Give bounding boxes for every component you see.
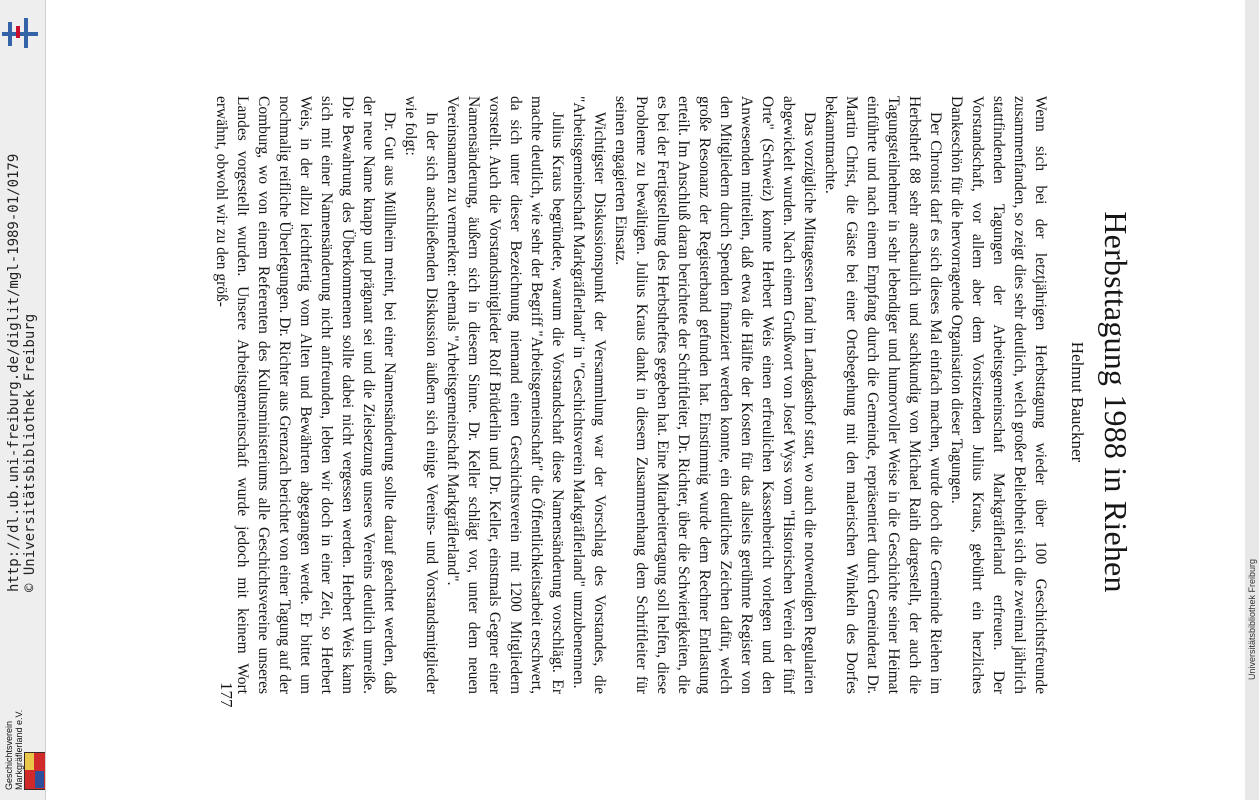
article-body xyxy=(211,92,1051,712)
coat-of-arms-icon xyxy=(24,752,46,790)
paragraph: Das vorzügliche Mittagessen fand im Landgasthof statt, wo auch die notwendigen Regularien abgewickelt wurden. Nach einem Grußwort von Josef Wyss vom "Historischen Verein der fünf Orte" (Schweiz) konnte Herbert Weis einen erfreulichen Kassenbericht vorlegen und den Anwesenden mitteilen, daß etwa die Hälfte der Kosten für das allseits gerühmte Register von den Mitgliedern durch Spenden finanziert werden konnte, ein deutliches Zeichen dafür, welch große Resonanz der Registerband gefunden hat. Einstimmig wurde dem Rechner Entlastung erteilt. Im Anschluß daran berichtete der Schriftleiter, Dr. Richter, über die Schwierigkeiten, die es bei der Fertigstellung des Herbstheftes gegeben hat. Eine Mitarbeitertagung soll helfen, diese Probleme zu bewältigen. Julius Kraus dankt in diesem Zusammenhang dem Schriftleiter für seinen engagierten Einsatz. xyxy=(612,96,818,694)
paragraph: Wichtigster Diskussionspunkt der Versammlung war der Vorschlag des Vorstandes, die "Arbeitsgemeinschaft Markgräflerland" in "Geschichtsverein Markgräflerland" umzubenennen. xyxy=(570,96,608,694)
scanned-page xyxy=(202,92,1142,712)
page-number: 177 xyxy=(217,682,236,708)
society-name: Geschichtsverein Markgräflerland e.V. xyxy=(4,709,24,790)
paragraph: Julius Kraus begründete, warum die Vorstandschaft diese Namensänderung vorschlägt. Er machte deutlich, wie sehr der Begriff "Arbeitsgemeinschaft" die Öffentlichkeitsarbeit erschwert, da sich unter dieser Bezeichnung niemand einen Geschichtsverein mit 1200 Mitgliedern vorstellt. Auch die Vorstandsmitglieder Rolf Brüderlin und Dr. Keller, einstmals Gegner einer Namensänderung, äußern sich in diesem Sinne. Dr. Keller schlägt vor, unter dem neuen Vereinsnamen zu vermerken: ehemals "Arbeitsgemeinschaft Markgräflerland". xyxy=(444,96,566,694)
paragraph: Wenn sich bei der letztjährigen Herbsttagung wieder über 100 Geschichtsfreunde zusammenfanden, so zeigt dies sehr deutlich, welch großer Beliebtheit sich die zweimal jährlich stattfindenden Tagungen der Arbeitsgemeinschaft Markgräflerland erfreuen. Der Vorstandschaft, vor allem aber dem Vorsitzenden Julius Kraus, gebührt ein herzliches Dankeschön für die hervorragende Organisation dieser Tagungen. xyxy=(948,96,1049,694)
paragraph: In der sich anschließenden Diskussion äußern sich einige Vereins- und Vorstandsmitglieder wie folgt: xyxy=(402,96,440,694)
university-library-logo xyxy=(2,16,38,56)
article-title: Herbsttagung 1988 in Riehen xyxy=(1098,211,1134,593)
url-text[interactable]: http://dl.ub.uni-freiburg.de/diglit/mgl-1989-01/0179 xyxy=(6,153,22,592)
paragraph: Dr. Gut aus Müllheim meint, bei einer Namensänderung sollte darauf geachtet werden, daß der neue Name knapp und prägnant sei und die Zielsetzung unseres Vereins deutlich umreiße. Die Bewahrung des Überkommenen sollte dabei nicht vergessen werden. Herbert Weis kann sich mit einer Namensänderung nicht anfreunden, lebten wir doch in einer Zeit, so Herbert Weis, in der allzu leichtfertig vom Alten und Bewährten abgegangen werde. Er bittet um nochmalig reifliche Überlegungen. Dr. Richter aus Grenzach berichtet von einer Tagung auf der Comburg, wo von einem Referenten des Kultusministeriums alle Geschichtsvereine unseres Landes vorgestellt wurden. Unsere Arbeitsgemeinschaft wurde jedoch mit keinem Wort erwähnt, obwohl wir zu den größ- xyxy=(213,96,398,694)
margin-divider xyxy=(45,0,46,800)
document-url xyxy=(6,153,42,592)
society-logo xyxy=(4,640,44,800)
right-edge-watermark: Universitätsbibliothek Freiburg xyxy=(1247,558,1257,680)
copyright-text: © Universitätsbibliothek Freiburg xyxy=(22,313,38,592)
left-margin-panel xyxy=(0,0,46,800)
paragraph: Der Chronist darf es sich dieses Mal einfach machen, wurde doch die Gemeinde Riehen im Herbstheft 88 sehr anschaulich und sachkundig von Michael Raith dargestellt, der auch die Tagungsteilnehmer in sehr lebendiger und humorvoller Weise in die Geschichte seiner Heimat einführte und nach einem Empfang durch die Gemeinde, repräsentiert durch Gemeinderat Dr. Martin Christ, die Gäste bei einer Ortsbegehung mit den malerischen Winkeln des Dorfes bekanntmachte. xyxy=(822,96,944,694)
article-author: Helmut Bauckner xyxy=(1068,341,1087,463)
